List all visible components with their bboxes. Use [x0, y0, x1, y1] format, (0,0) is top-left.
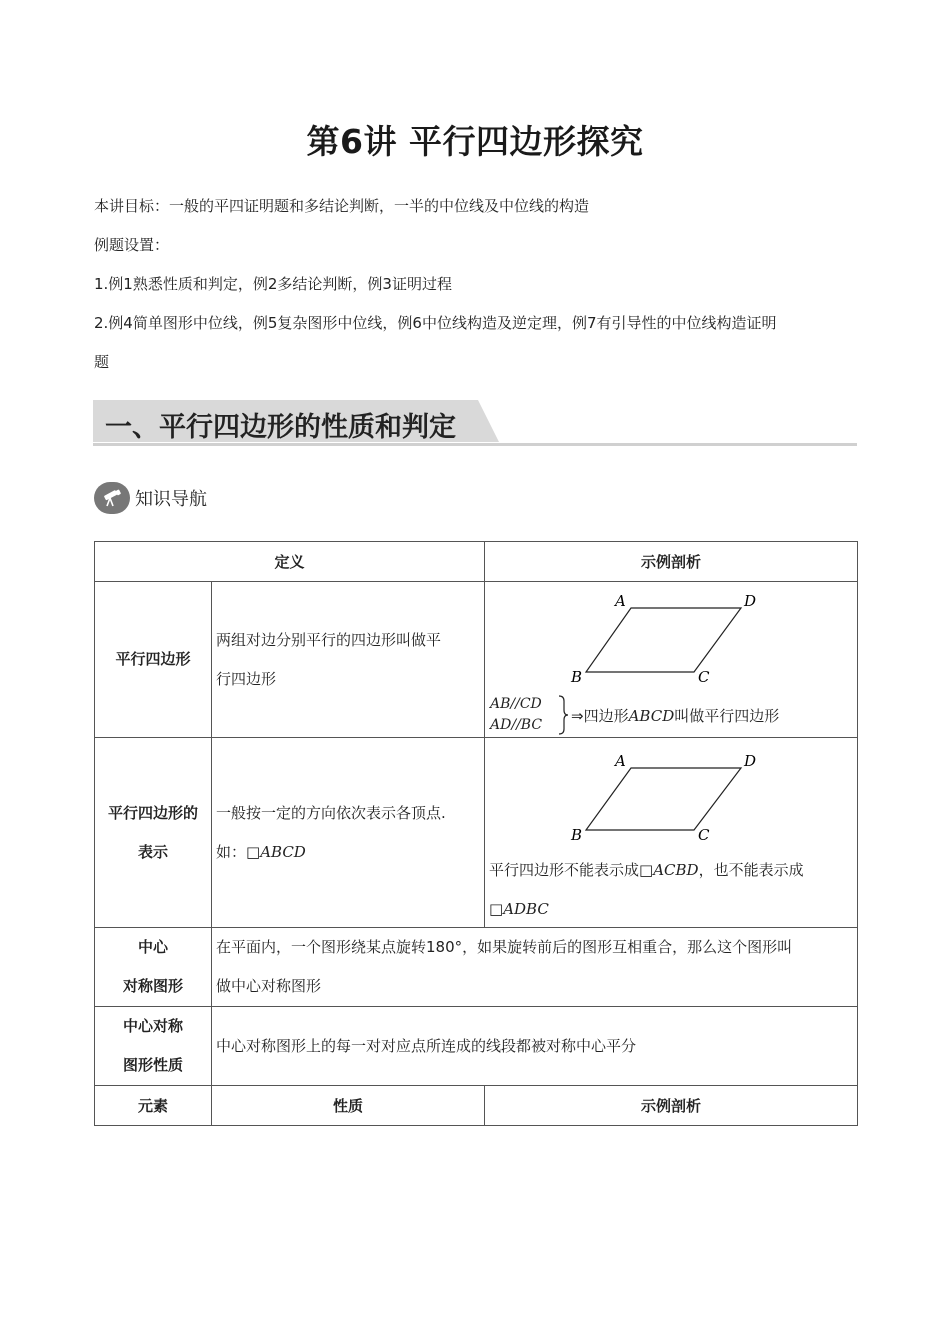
- table-header-row: [95, 542, 858, 582]
- row-definition-notation: [212, 738, 485, 928]
- lesson-goal: 本讲目标：一般的平四证明题和多结论判断，一半的中位线及中位线的构造: [94, 197, 590, 215]
- conclusion-prefix: ⇒四边形: [571, 707, 629, 725]
- example-suffix: ，也不能表示成: [698, 861, 804, 879]
- example-setup-item-2: 2.例4简单图形中位线，例5复杂图形中位线，例6中位线构造及逆定理，例7有引导性的中位线构造证明: [94, 314, 777, 332]
- section-heading-bar: [93, 400, 857, 446]
- vertex-label-c: C: [698, 826, 710, 844]
- knowledge-table: [94, 541, 858, 1126]
- row-definition-parallelogram: [212, 582, 485, 738]
- example-setup-item-2-cont: 题: [94, 353, 110, 371]
- definition-line: 一般按一定的方向依次表示各顶点.: [216, 803, 446, 822]
- subheader-element: 元素: [95, 1086, 212, 1126]
- parallelogram-shape: [586, 608, 741, 672]
- row-definition-symmetry-property: 中心对称图形上的每一对对应点所连成的线段都被对称中心平分: [212, 1007, 858, 1086]
- table-subheader-row: [95, 1086, 858, 1126]
- vertex-label-a: A: [615, 592, 626, 610]
- vertex-label-d: D: [744, 752, 757, 770]
- row-label-parallelogram: 平行四边形: [95, 582, 212, 738]
- knowledge-nav-label: 知识导航: [135, 489, 207, 510]
- table-row: [95, 1007, 858, 1086]
- header-definition: 定义: [95, 542, 485, 582]
- parallelogram-shape: [586, 768, 741, 830]
- row-definition-central-symmetry: [212, 928, 858, 1007]
- definition-prefix: 如：: [216, 842, 247, 861]
- definition-line: 做中心对称图形: [216, 977, 322, 995]
- row-label-notation: [95, 738, 212, 928]
- vertex-label-d: D: [744, 592, 757, 610]
- parallelogram-conditions: [490, 694, 542, 736]
- label-line: 表示: [137, 842, 168, 861]
- knowledge-nav: [94, 482, 207, 514]
- example-setup-label: 例题设置：: [94, 236, 170, 254]
- example-prefix: 平行四边形不能表示成: [489, 861, 640, 879]
- telescope-icon: [94, 482, 130, 514]
- row-label-symmetry-property: [95, 1007, 212, 1086]
- label-line: 平行四边形的: [107, 803, 198, 822]
- table-row: [95, 738, 858, 928]
- conclusion-suffix: 叫做平行四边形: [674, 707, 780, 725]
- row-label-central-symmetry: [95, 928, 212, 1007]
- example-math: □ACBD: [639, 861, 699, 879]
- parallelogram-figure: [485, 750, 858, 846]
- brace-icon: [557, 695, 569, 735]
- parallelogram-figure: [485, 588, 858, 684]
- table-row: [95, 928, 858, 1007]
- label-line: 中心: [137, 938, 168, 956]
- vertex-label-b: B: [571, 826, 583, 844]
- section-heading: 一、平行四边形的性质和判定: [105, 412, 456, 443]
- condition-ab-cd: AB//CD: [490, 696, 542, 712]
- parallelogram-conclusion: [571, 705, 779, 726]
- definition-math: □ABCD: [246, 842, 306, 861]
- conclusion-math: ABCD: [628, 707, 675, 725]
- label-line: 图形性质: [122, 1056, 183, 1074]
- vertex-label-c: C: [698, 668, 710, 684]
- example-math: □ADBC: [489, 900, 549, 918]
- vertex-label-b: B: [571, 668, 583, 684]
- row-example-notation: [485, 738, 858, 928]
- definition-line: 在平面内，一个图形绕某点旋转180°，如果旋转前后的图形互相重合，那么这个图形叫: [216, 938, 793, 956]
- table-row: [95, 582, 858, 738]
- vertex-label-a: A: [615, 752, 626, 770]
- header-example: 示例剖析: [485, 542, 858, 582]
- notation-example-text: [489, 851, 804, 929]
- subheader-property: 性质: [212, 1086, 485, 1126]
- row-example-parallelogram: [485, 582, 858, 738]
- definition-line: 行四边形: [216, 669, 277, 688]
- example-setup-item-1: 1.例1熟悉性质和判定，例2多结论判断，例3证明过程: [94, 275, 452, 293]
- definition-line: [216, 833, 484, 872]
- condition-ad-bc: AD//BC: [490, 717, 543, 733]
- subheader-example: 示例剖析: [485, 1086, 858, 1126]
- definition-line: 两组对边分别平行的四边形叫做平: [216, 630, 442, 649]
- label-line: 中心对称: [122, 1017, 183, 1035]
- label-line: 对称图形: [122, 977, 183, 995]
- example-line: [489, 851, 804, 890]
- page-title: 第6讲 平行四边形探究: [306, 122, 644, 161]
